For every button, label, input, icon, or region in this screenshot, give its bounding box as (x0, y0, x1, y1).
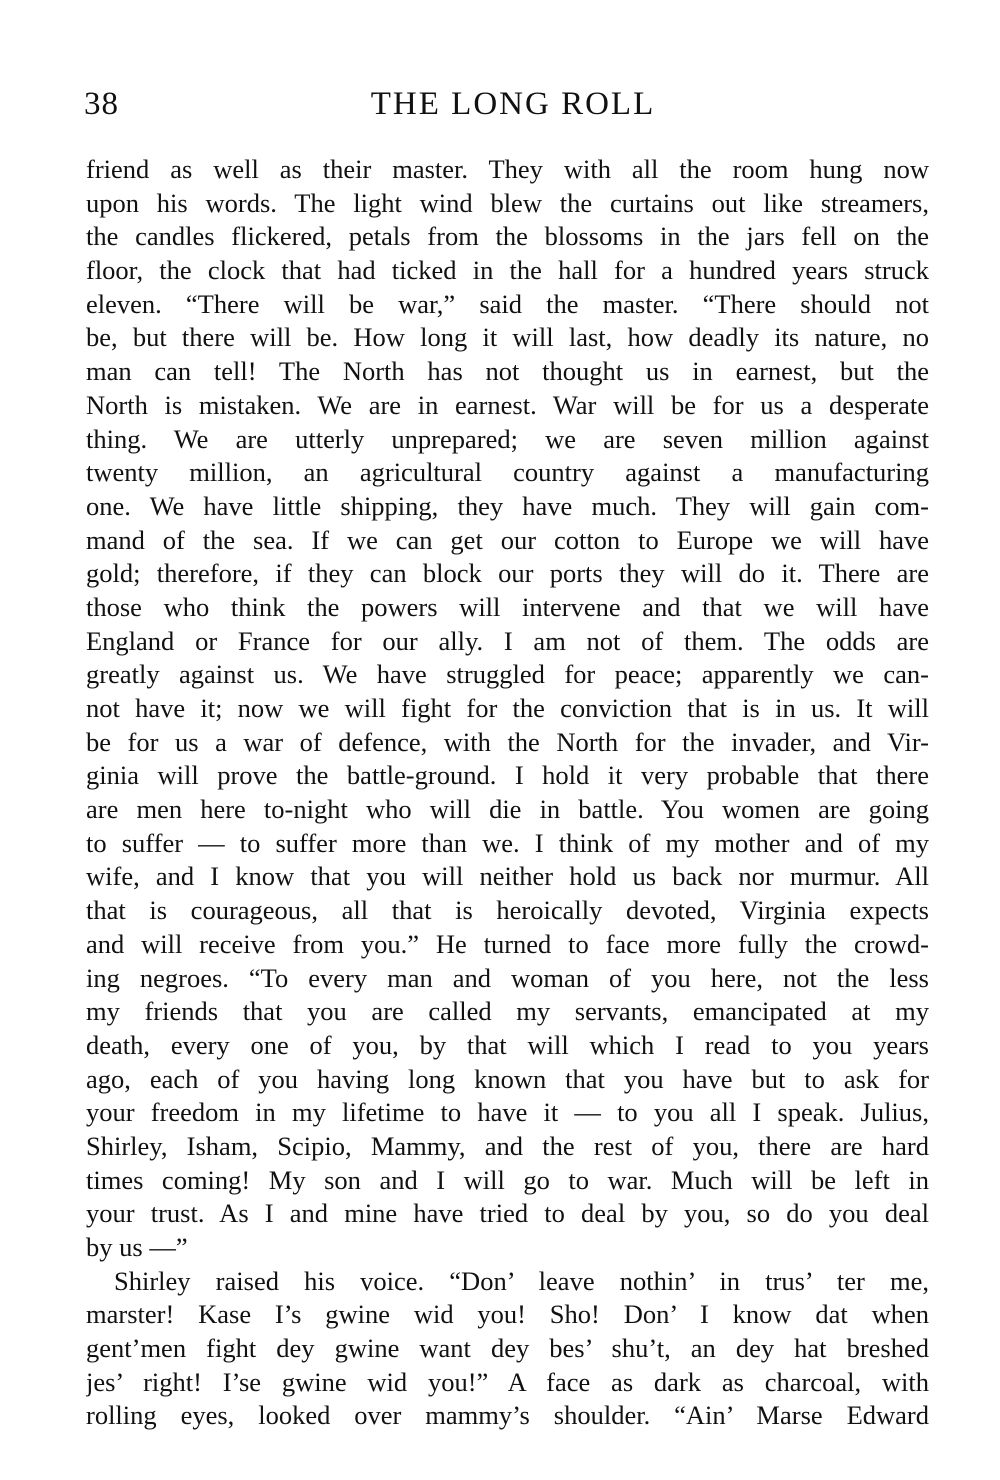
text-line: marster! Kase I’s gwine wid you! Sho! Don’ I know dat when (86, 1299, 929, 1330)
text-line: rolling eyes, looked over mammy’s shoulder. “Ain’ Marse Edward (86, 1400, 929, 1431)
text-line: by us —” (86, 1232, 188, 1262)
text-line: one. We have little shipping, they have much. They will gain com- (86, 490, 929, 521)
text-line: that is courageous, all that is heroically devoted, Virginia expects (86, 895, 929, 926)
text-line: are men here to-night who will die in battle. You women are going (86, 794, 929, 825)
text-line: your trust. As I and mine have tried to deal by you, so do you deal (86, 1198, 929, 1229)
running-header (84, 84, 932, 132)
text-line: ago, each of you having long known that you have but to ask for (86, 1063, 929, 1094)
text-line: twenty million, an agricultural country against a manufacturing (86, 457, 929, 488)
text-line: thing. We are utterly unprepared; we are seven million against (86, 423, 929, 454)
text-line: gent’men fight dey gwine want dey bes’ shu’t, an dey hat breshed (86, 1333, 929, 1364)
text-line: friend as well as their master. They with all the room hung now (86, 154, 929, 184)
text-line: ing negroes. “To every man and woman of you here, not the less (86, 962, 929, 993)
text-line: your freedom in my lifetime to have it — to you all I speak. Julius, (86, 1097, 929, 1128)
page-number: 38 (84, 86, 119, 122)
text-line: those who think the powers will intervene and that we will have (86, 591, 929, 622)
text-line: my friends that you are called my servants, emancipated at my (86, 996, 929, 1027)
paragraph-1 (86, 153, 929, 1265)
text-line: man can tell! The North has not thought us in earnest, but the (86, 356, 929, 387)
text-line: wife, and I know that you will neither hold us back nor murmur. All (86, 861, 929, 892)
text-line: be for us a war of defence, with the North for the invader, and Vir- (86, 726, 929, 757)
text-line: England or France for our ally. I am not of them. The odds are (86, 625, 929, 656)
text-line: jes’ right! I’se gwine wid you!” A face as dark as charcoal, with (86, 1366, 929, 1397)
text-line: Shirley, Isham, Scipio, Mammy, and the rest of you, there are hard (86, 1130, 929, 1161)
text-line: eleven. “There will be war,” said the master. “There should not (86, 288, 929, 319)
text-line: and will receive from you.” He turned to face more fully the crowd- (86, 928, 929, 959)
text-line: Shirley raised his voice. “Don’ leave nothin’ in trus’ ter me, (114, 1265, 929, 1296)
text-line: upon his words. The light wind blew the curtains out like streamers, (86, 187, 929, 218)
text-line: greatly against us. We have struggled for peace; apparently we can- (86, 659, 929, 690)
text-line: gold; therefore, if they can block our ports they will do it. There are (86, 558, 929, 589)
text-line: not have it; now we will fight for the conviction that is in us. It will (86, 693, 929, 723)
text-line: mand of the sea. If we can get our cotton to Europe we will have (86, 524, 929, 555)
body-text (86, 153, 929, 1433)
text-line: to suffer — to suffer more than we. I think of my mother and of my (86, 827, 929, 858)
paragraph-2 (86, 1265, 929, 1433)
text-line: times coming! My son and I will go to war. Much will be left in (86, 1164, 929, 1195)
text-line: the candles flickered, petals from the blossoms in the jars fell on the (86, 221, 929, 252)
text-line: be, but there will be. How long it will last, how deadly its nature, no (86, 322, 929, 353)
text-line: North is mistaken. We are in earnest. War will be for us a desperate (86, 389, 929, 420)
running-title: THE LONG ROLL (370, 86, 656, 122)
text-line: ginia will prove the battle-ground. I hold it very probable that there (86, 760, 929, 791)
text-line: floor, the clock that had ticked in the hall for a hundred years struck (86, 255, 929, 286)
text-line: death, every one of you, by that will which I read to you years (86, 1029, 929, 1060)
